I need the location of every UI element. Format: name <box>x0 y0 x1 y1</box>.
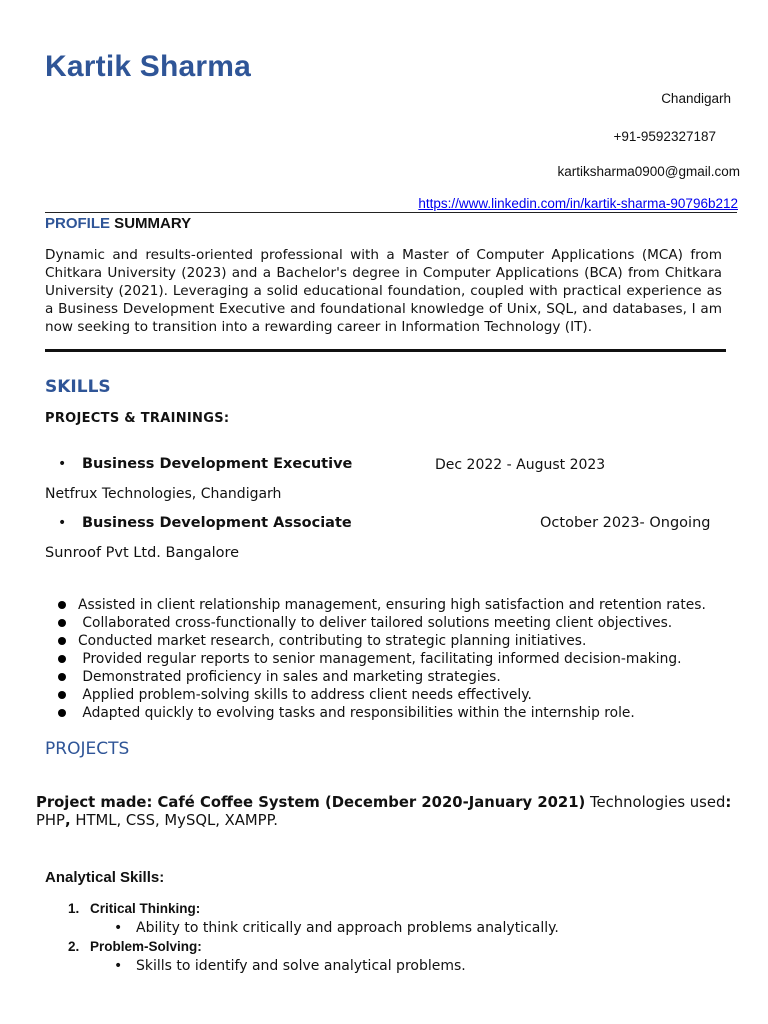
contact-phone: +91-9592327187 <box>613 129 716 144</box>
list-item: Applied problem-solving skills to address client needs effectively. <box>58 686 758 704</box>
project-description: Project made: Café Coffee System (December 2020-January 2021) Technologies used: PHP, HTML, CSS, MySQL, XAMPP. <box>36 794 732 829</box>
job-1-company: Netfrux Technologies, Chandigarh <box>45 486 282 502</box>
skills-heading: SKILLS <box>45 377 111 397</box>
profile-summary-heading <box>45 215 191 232</box>
job-2-bullet: • <box>58 515 67 531</box>
project-title: Project made: Café Coffee System (December 2020-January 2021) <box>36 794 586 811</box>
bullet-icon <box>58 601 66 609</box>
bullet-icon <box>58 673 66 681</box>
section-divider <box>45 349 726 352</box>
projects-heading: PROJECTS <box>45 739 130 759</box>
projects-trainings-subheading: PROJECTS & TRAININGS: <box>45 411 230 426</box>
contact-linkedin-link[interactable]: https://www.linkedin.com/in/kartik-sharma-90796b212 <box>418 196 738 211</box>
contact-city: Chandigarh <box>661 91 731 106</box>
job-2-company: Sunroof Pvt Ltd. Bangalore <box>45 545 240 561</box>
bullet-icon: • <box>114 958 123 974</box>
bullet-icon <box>58 655 66 663</box>
job-2-title: Business Development Associate <box>82 515 352 531</box>
bullet-icon <box>58 619 66 627</box>
list-item: Assisted in client relationship management, ensuring high satisfaction and retention rates. <box>58 596 758 614</box>
bullet-icon <box>58 709 66 717</box>
list-item: Demonstrated proficiency in sales and marketing strategies. <box>58 668 758 686</box>
job-1-bullet: • <box>58 456 67 472</box>
profile-summary-heading-part2: SUMMARY <box>110 215 192 232</box>
analytical-item-2-detail: Skills to identify and solve analytical problems. <box>136 958 466 974</box>
job-1-dates: Dec 2022 - August 2023 <box>435 457 606 473</box>
list-item: Collaborated cross-functionally to deliver tailored solutions meeting client objectives. <box>58 614 758 632</box>
analytical-item-1-number: 1. <box>68 901 80 916</box>
analytical-item-2-number: 2. <box>68 939 80 954</box>
analytical-item-2-name: Problem-Solving: <box>90 939 202 954</box>
list-item: Provided regular reports to senior management, facilitating informed decision-making. <box>58 650 758 668</box>
candidate-name: Kartik Sharma <box>45 50 252 83</box>
analytical-item-1-detail: Ability to think critically and approach problems analytically. <box>136 920 559 936</box>
bullet-icon <box>58 691 66 699</box>
job-1-title: Business Development Executive <box>82 456 353 472</box>
list-item: Conducted market research, contributing to strategic planning initiatives. <box>58 632 758 650</box>
bullet-icon: • <box>114 920 123 936</box>
analytical-skills-heading: Analytical Skills: <box>45 869 165 886</box>
bullet-icon <box>58 637 66 645</box>
profile-summary-heading-part1: PROFILE <box>45 215 111 232</box>
technologies-list: HTML, CSS, MySQL, XAMPP. <box>70 812 278 829</box>
responsibilities-list <box>58 596 758 722</box>
analytical-item-1-name: Critical Thinking: <box>90 901 201 916</box>
contact-email[interactable]: kartiksharma0900@gmail.com <box>557 164 740 179</box>
header-divider <box>45 212 737 213</box>
list-item: Adapted quickly to evolving tasks and responsibilities within the internship role. <box>58 704 758 722</box>
technologies-label: Technologies used <box>585 794 726 811</box>
job-2-dates: October 2023- Ongoing <box>540 515 711 531</box>
profile-summary-text: Dynamic and results-oriented professional with a Master of Computer Applications (MCA) from Chitkara University (2023) and a Bachelor's degree in Computer Applications (BCA) from Chitkara University (2021). Leveraging a solid educational foundation, coupled with practical experience as a Business Development Executive and foundational knowledge of Unix, SQL, and databases, I am now seeking to transition into a rewarding career in Information Technology (IT). <box>45 247 722 335</box>
